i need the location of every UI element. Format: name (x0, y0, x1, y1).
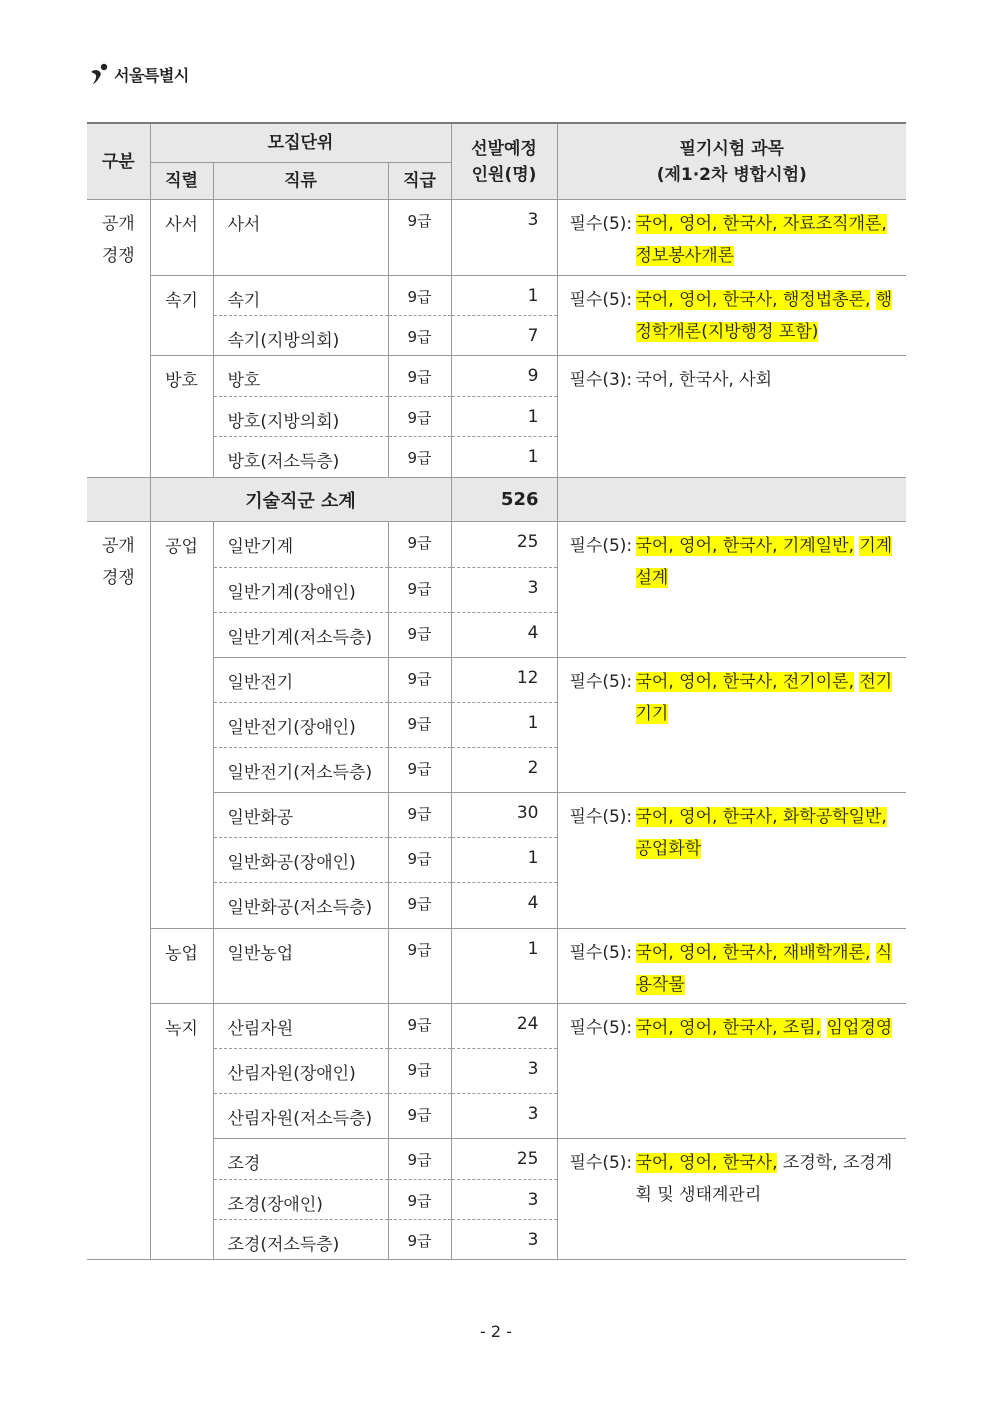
subject-cell: 필수(3): 국어, 한국사, 사회 (557, 356, 906, 478)
count-cell: 1 (451, 397, 557, 437)
series-cell: 농업 (150, 929, 213, 1004)
subject-cell: 필수(5): 국어, 영어, 한국사, 조경학, 조경계획 및 생태계관리 (557, 1139, 906, 1260)
recruitment-table (87, 122, 906, 1260)
count-cell: 3 (451, 1220, 557, 1260)
grade-cell: 9급 (388, 703, 451, 748)
count-cell: 1 (451, 929, 557, 1004)
job-cell: 방호(저소득층) (213, 437, 388, 478)
grade-cell: 9급 (388, 568, 451, 613)
series-cell: 방호 (150, 356, 213, 478)
grade-cell: 9급 (388, 276, 451, 316)
count-cell: 24 (451, 1004, 557, 1049)
job-cell: 방호 (213, 356, 388, 397)
header-job: 직류 (213, 163, 388, 200)
count-cell: 2 (451, 748, 557, 793)
grade-cell: 9급 (388, 613, 451, 658)
series-cell: 공업 (150, 522, 213, 929)
subject-cell: 필수(5): 국어, 영어, 한국사, 행정법총론, 행정학개론(지방행정 포함) (557, 276, 906, 356)
subtotal-subject-blank (557, 478, 906, 522)
job-cell: 방호(지방의회) (213, 397, 388, 437)
grade-cell: 9급 (388, 658, 451, 703)
grade-cell: 9급 (388, 1220, 451, 1260)
count-cell: 1 (451, 437, 557, 478)
job-cell: 일반전기(저소득층) (213, 748, 388, 793)
job-cell: 조경(장애인) (213, 1180, 388, 1220)
table-row (87, 929, 906, 1004)
count-cell: 1 (451, 276, 557, 316)
subtotal-blank (87, 478, 150, 522)
subject-cell: 필수(5): 국어, 영어, 한국사, 재배학개론, 식용작물 (557, 929, 906, 1004)
job-cell: 일반농업 (213, 929, 388, 1004)
grade-cell: 9급 (388, 1139, 451, 1180)
seoul-logo-icon (88, 62, 110, 86)
job-cell: 일반기계(장애인) (213, 568, 388, 613)
job-cell: 산림자원(저소득층) (213, 1094, 388, 1139)
subtotal-label: 기술직군 소계 (150, 478, 451, 522)
job-cell: 속기 (213, 276, 388, 316)
count-cell: 4 (451, 613, 557, 658)
series-cell: 속기 (150, 276, 213, 356)
grade-cell: 9급 (388, 437, 451, 478)
count-cell: 25 (451, 522, 557, 568)
job-cell: 일반화공 (213, 793, 388, 838)
job-cell: 속기(지방의회) (213, 316, 388, 356)
count-cell: 12 (451, 658, 557, 703)
category-cell: 공개 경쟁 (87, 522, 150, 1260)
grade-cell: 9급 (388, 397, 451, 437)
header-subject: 필기시험 과목 (제1·2차 병합시험) (557, 123, 906, 200)
count-cell: 9 (451, 356, 557, 397)
header-series: 직렬 (150, 163, 213, 200)
grade-cell: 9급 (388, 883, 451, 929)
grade-cell: 9급 (388, 1049, 451, 1094)
table-row (87, 276, 906, 316)
subtotal-row (87, 478, 906, 522)
job-cell: 일반전기 (213, 658, 388, 703)
grade-cell: 9급 (388, 1004, 451, 1049)
count-cell: 3 (451, 200, 557, 276)
count-cell: 4 (451, 883, 557, 929)
job-cell: 일반화공(저소득층) (213, 883, 388, 929)
job-cell: 조경 (213, 1139, 388, 1180)
job-cell: 산림자원 (213, 1004, 388, 1049)
table-row (87, 200, 906, 276)
grade-cell: 9급 (388, 838, 451, 883)
count-cell: 1 (451, 838, 557, 883)
category-cell: 공개 경쟁 (87, 200, 150, 478)
subject-cell: 필수(5): 국어, 영어, 한국사, 자료조직개론, 정보봉사개론 (557, 200, 906, 276)
header-grade: 직급 (388, 163, 451, 200)
subject-cell: 필수(5): 국어, 영어, 한국사, 조림, 임업경영 (557, 1004, 906, 1139)
count-cell: 1 (451, 703, 557, 748)
page-number: - 2 - (480, 1322, 512, 1341)
grade-cell: 9급 (388, 522, 451, 568)
header-unit: 모집단위 (150, 123, 451, 163)
job-cell: 일반전기(장애인) (213, 703, 388, 748)
job-cell: 일반기계(저소득층) (213, 613, 388, 658)
subject-cell: 필수(5): 국어, 영어, 한국사, 화학공학일반, 공업화학 (557, 793, 906, 929)
job-cell: 일반화공(장애인) (213, 838, 388, 883)
grade-cell: 9급 (388, 1180, 451, 1220)
grade-cell: 9급 (388, 929, 451, 1004)
job-cell: 산림자원(장애인) (213, 1049, 388, 1094)
grade-cell: 9급 (388, 748, 451, 793)
count-cell: 3 (451, 1049, 557, 1094)
grade-cell: 9급 (388, 200, 451, 276)
job-cell: 조경(저소득층) (213, 1220, 388, 1260)
job-cell: 사서 (213, 200, 388, 276)
count-cell: 3 (451, 568, 557, 613)
subject-cell: 필수(5): 국어, 영어, 한국사, 기계일반, 기계설계 (557, 522, 906, 658)
header-count: 선발예정 인원(명) (451, 123, 557, 200)
grade-cell: 9급 (388, 316, 451, 356)
grade-cell: 9급 (388, 1094, 451, 1139)
subtotal-value: 526 (451, 478, 557, 522)
table-row (87, 356, 906, 397)
job-cell: 일반기계 (213, 522, 388, 568)
series-cell: 사서 (150, 200, 213, 276)
grade-cell: 9급 (388, 356, 451, 397)
series-cell: 녹지 (150, 1004, 213, 1260)
count-cell: 25 (451, 1139, 557, 1180)
grade-cell: 9급 (388, 793, 451, 838)
seoul-logo (88, 62, 189, 86)
count-cell: 30 (451, 793, 557, 838)
header-category: 구분 (87, 123, 150, 200)
table-row (87, 522, 906, 568)
table-row (87, 1004, 906, 1049)
count-cell: 3 (451, 1094, 557, 1139)
org-name: 서울특별시 (114, 65, 189, 85)
count-cell: 7 (451, 316, 557, 356)
subject-cell: 필수(5): 국어, 영어, 한국사, 전기이론, 전기기기 (557, 658, 906, 793)
count-cell: 3 (451, 1180, 557, 1220)
